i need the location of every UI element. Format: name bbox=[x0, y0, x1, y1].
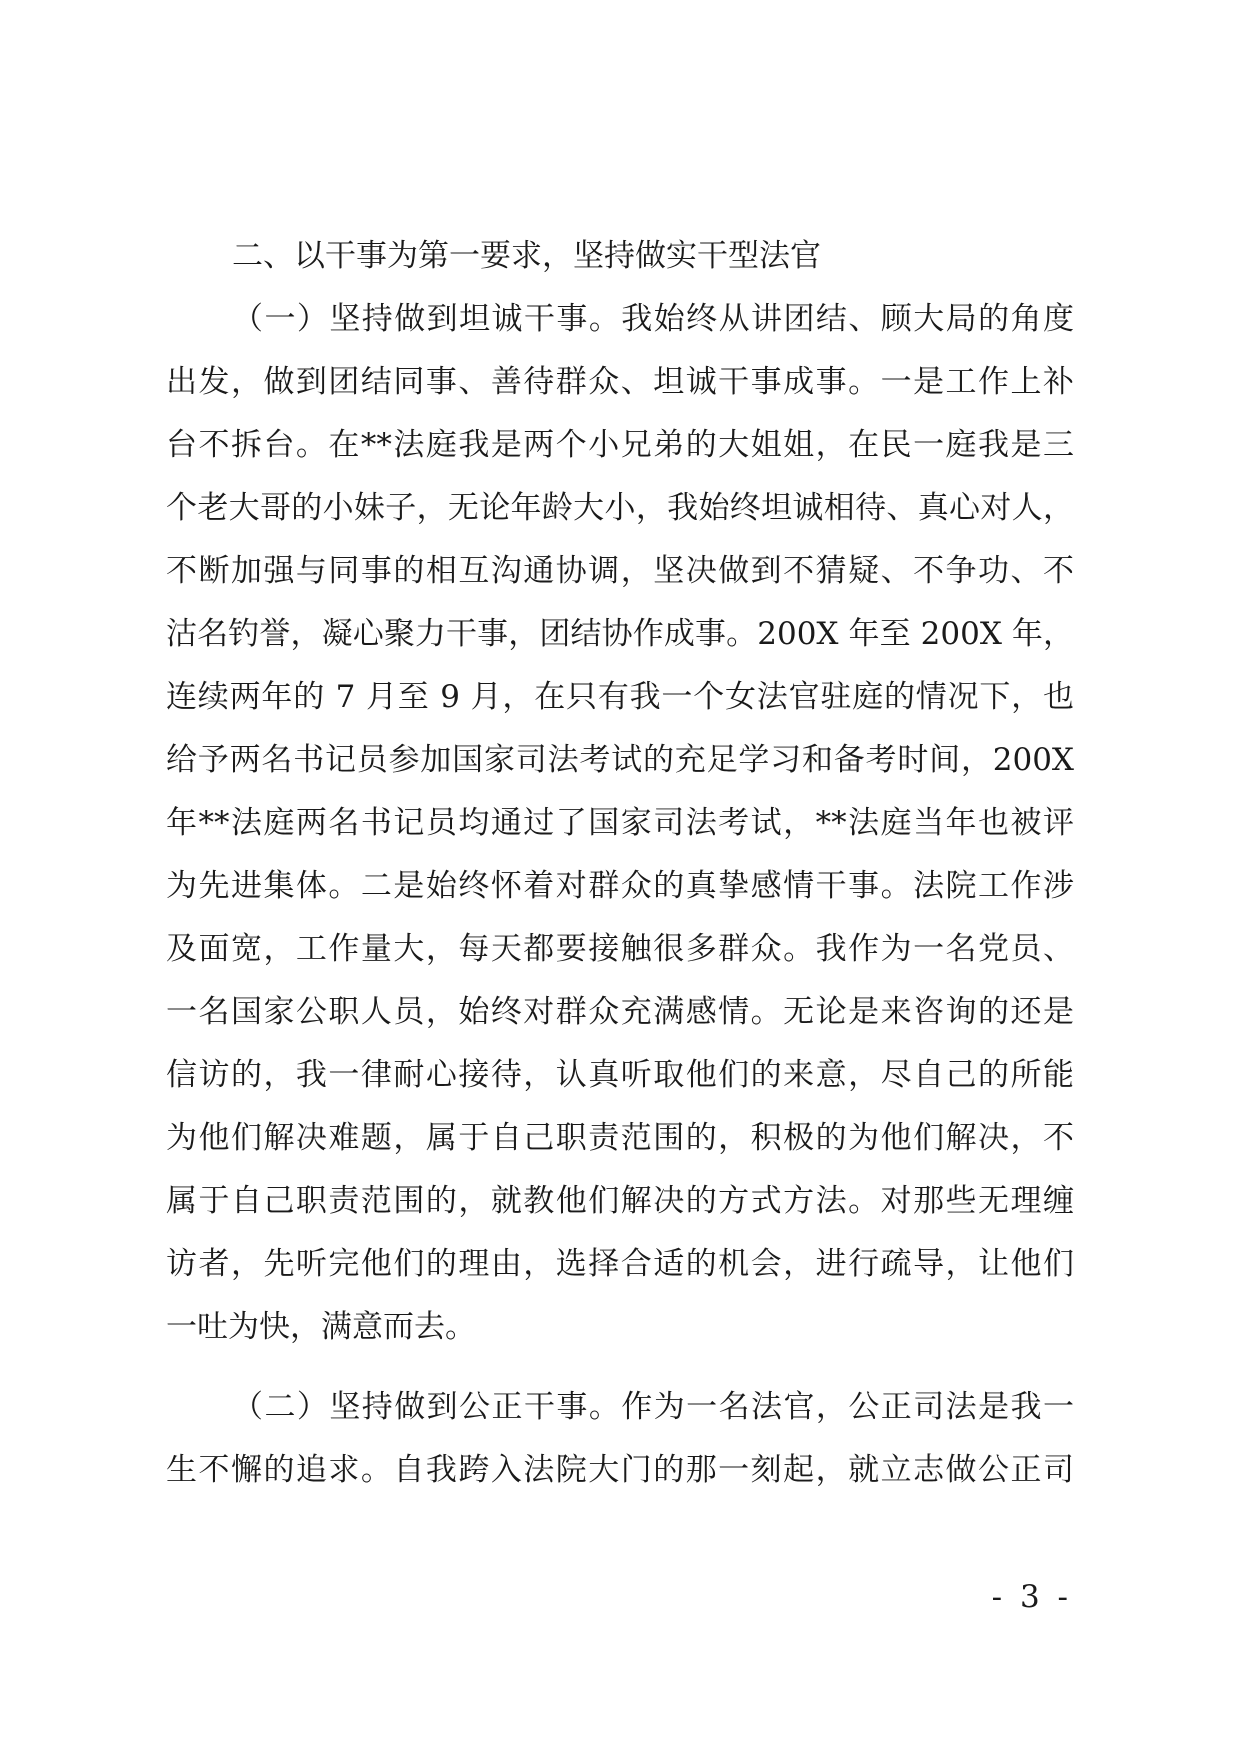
paragraph-line: 生不懈的追求。自我跨入法院大门的那一刻起，就立志做公正司 bbox=[166, 1452, 1074, 1488]
paragraph-line: 个老大哥的小妹子，无论年龄大小，我始终坦诚相待、真心对人， bbox=[166, 490, 1074, 526]
paragraph-line: 为先进集体。二是始终怀着对群众的真挚感情干事。法院工作涉 bbox=[166, 868, 1074, 904]
paragraph-line: 给予两名书记员参加国家司法考试的充足学习和备考时间，200X bbox=[166, 742, 1074, 778]
paragraph-spacing bbox=[166, 1359, 1074, 1376]
paragraph-line: （一）坚持做到坦诚干事。我始终从讲团结、顾大局的角度 bbox=[232, 301, 1074, 337]
paragraph-line: 及面宽，工作量大，每天都要接触很多群众。我作为一名党员、 bbox=[166, 931, 1074, 967]
paragraph-line: 沽名钓誉，凝心聚力干事，团结协作成事。200X 年至 200X 年， bbox=[166, 616, 1074, 652]
paragraph-line: 信访的，我一律耐心接待，认真听取他们的来意，尽自己的所能 bbox=[166, 1057, 1074, 1093]
paragraph-line: 为他们解决难题，属于自己职责范围的，积极的为他们解决，不 bbox=[166, 1120, 1074, 1156]
section-heading: 二、以干事为第一要求，坚持做实干型法官 bbox=[232, 238, 821, 274]
paragraph-line: （二）坚持做到公正干事。作为一名法官，公正司法是我一 bbox=[232, 1389, 1074, 1425]
paragraph-line: 不断加强与同事的相互沟通协调，坚决做到不猜疑、不争功、不 bbox=[166, 553, 1074, 589]
page-number: - 3 - bbox=[991, 1579, 1072, 1615]
paragraph-line: 年**法庭两名书记员均通过了国家司法考试，**法庭当年也被评 bbox=[166, 805, 1074, 841]
paragraph-line: 连续两年的 7 月至 9 月，在只有我一个女法官驻庭的情况下，也 bbox=[166, 679, 1074, 715]
paragraph-line: 一吐为快，满意而去。 bbox=[166, 1309, 476, 1345]
paragraph-line: 属于自己职责范围的，就教他们解决的方式方法。对那些无理缠 bbox=[166, 1183, 1074, 1219]
paragraph-1 bbox=[166, 288, 1074, 1359]
paragraph-line: 台不拆台。在**法庭我是两个小兄弟的大姐姐，在民一庭我是三 bbox=[166, 427, 1074, 463]
document-body bbox=[166, 225, 1074, 1502]
paragraph-line: 出发，做到团结同事、善待群众、坦诚干事成事。一是工作上补 bbox=[166, 364, 1074, 400]
paragraph-line: 访者，先听完他们的理由，选择合适的机会，进行疏导，让他们 bbox=[166, 1246, 1074, 1282]
paragraph-2 bbox=[166, 1376, 1074, 1502]
paragraph-line: 一名国家公职人员，始终对群众充满感情。无论是来咨询的还是 bbox=[166, 994, 1074, 1030]
